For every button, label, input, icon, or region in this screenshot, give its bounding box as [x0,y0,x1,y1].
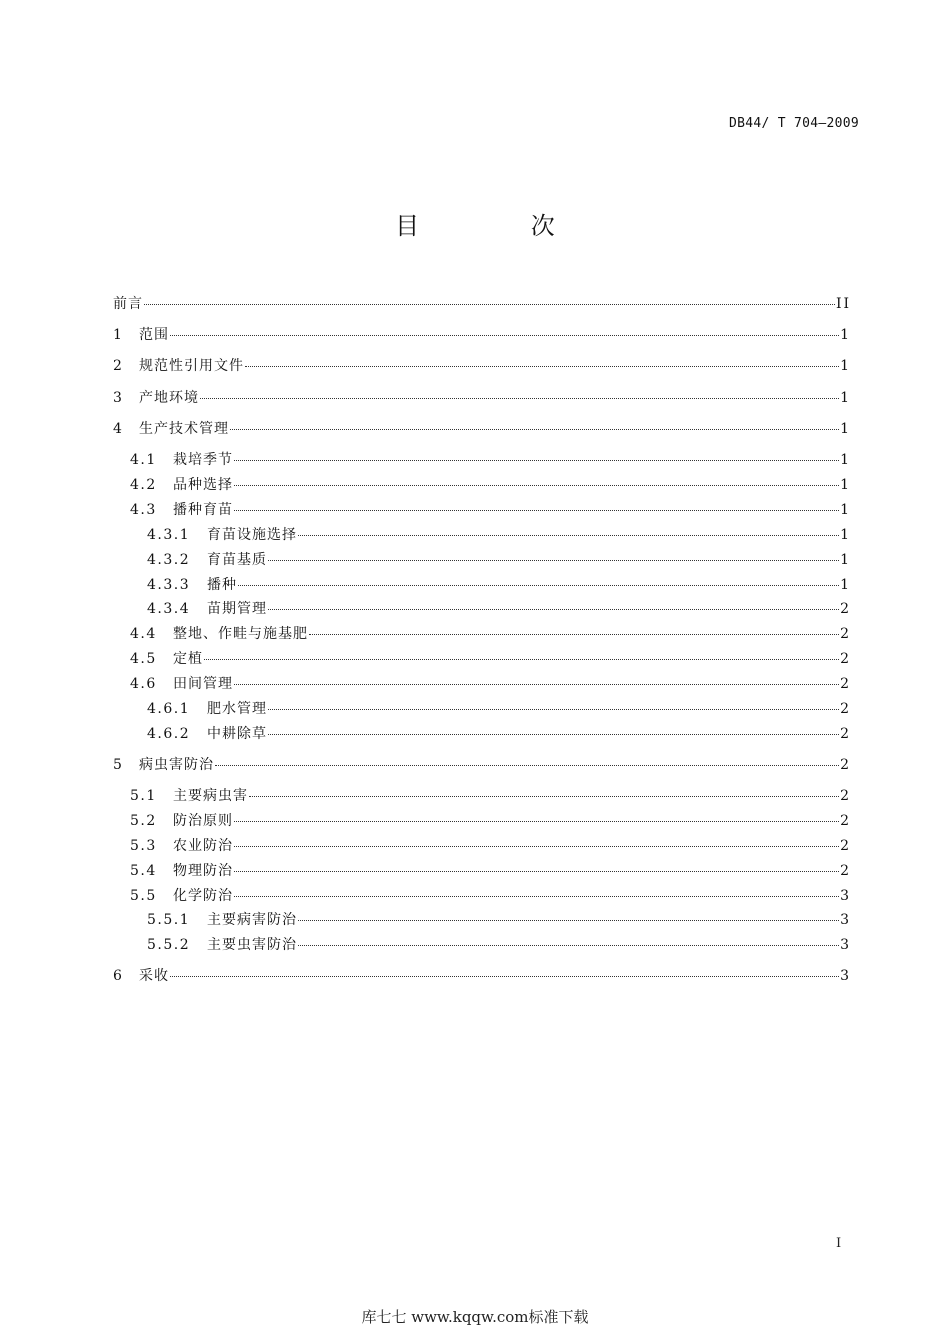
toc-entry-title: 定植 [173,651,203,667]
toc-entry-title: 育苗设施选择 [207,527,297,543]
toc-entry-title: 整地、作畦与施基肥 [173,626,308,642]
toc-entry-page: 2 [840,788,851,804]
toc-entry-title: 播种 [207,577,237,593]
toc-dot-leader [298,519,839,539]
watermark-text: 库七七 www.kqqw.com标准下载 [361,1308,589,1326]
toc-entry-title: 肥水管理 [207,701,267,717]
toc-entry-page: 3 [840,968,851,984]
toc-dot-leader [204,643,839,663]
toc-entry-number: 5 [113,757,124,773]
toc-entry-page: 2 [840,626,851,642]
toc-entry-page: 1 [840,390,851,406]
toc-entry[interactable] [0,929,950,953]
toc-entry-page: 3 [840,888,851,904]
toc-entry-number: 4.6 [130,676,157,692]
toc-entry[interactable] [0,693,950,717]
toc-dot-leader [268,544,839,564]
toc-entry-number: 4.5 [130,651,157,667]
toc-dot-leader [234,469,839,489]
toc-dot-leader [298,929,839,949]
toc-dot-leader [234,805,839,825]
toc-entry-title: 产地环境 [139,390,199,406]
page-title: 目 次 [395,212,607,240]
toc-entry-number: 4.3 [130,502,157,518]
toc-entry-page: 1 [840,452,851,468]
toc-entry-number: 5.5 [130,888,157,904]
toc-entry-number: 4.6.2 [147,726,191,742]
toc-entry-number: 4.3.3 [147,577,191,593]
toc-entry-title: 农业防治 [173,838,233,854]
toc-entry[interactable] [0,668,950,692]
toc-entry-number: 6 [113,968,124,984]
toc-entry[interactable] [0,444,950,468]
toc-entry-number: 4 [113,421,124,437]
toc-entry-number: 5.5.2 [147,937,191,953]
toc-dot-leader [249,780,839,800]
standard-code: DB44/ T 704—2009 [728,116,859,131]
toc-entry-page: 2 [840,651,851,667]
toc-entry-number: 4.1 [130,452,157,468]
toc-entry-number: 5.1 [130,788,157,804]
toc-entry-number: 2 [113,358,124,374]
toc-entry-page: 2 [840,701,851,717]
toc-entry-page: 2 [840,757,851,773]
toc-entry-title: 主要虫害防治 [207,937,297,953]
toc-entry-page: 2 [840,863,851,879]
toc-entry-number: 4.2 [130,477,157,493]
toc-entry-title: 规范性引用文件 [139,358,244,374]
toc-entry-page: 1 [840,358,851,374]
toc-entry[interactable] [0,880,950,904]
toc-dot-leader [234,494,839,514]
toc-entry-title: 主要病虫害 [173,788,248,804]
toc-entry-title: 田间管理 [173,676,233,692]
toc-entry[interactable] [0,805,950,829]
toc-entry[interactable] [0,469,950,493]
toc-entry-title: 苗期管理 [207,601,267,617]
toc-entry[interactable] [0,643,950,667]
toc-entry-number: 5.4 [130,863,157,879]
toc-dot-leader [234,880,839,900]
toc-entry-page: 2 [840,813,851,829]
toc-entry[interactable] [0,494,950,518]
toc-entry[interactable] [0,544,950,568]
toc-entry-page: 2 [840,726,851,742]
toc-entry-title: 中耕除草 [207,726,267,742]
toc-entry[interactable] [0,780,950,804]
toc-entry-page: II [835,296,851,312]
toc-entry-page: 1 [840,421,851,437]
toc-dot-leader [234,668,839,688]
toc-entry[interactable] [0,413,950,437]
toc-entry-page: 1 [840,477,851,493]
toc-dot-leader [215,749,839,769]
toc-dot-leader [170,319,839,339]
toc-entry-title: 化学防治 [173,888,233,904]
toc-entry-page: 1 [840,327,851,343]
toc-dot-leader [268,718,839,738]
toc-entry[interactable] [0,855,950,879]
toc-entry[interactable] [0,618,950,642]
toc-entry-page: 2 [840,601,851,617]
toc-entry-title: 品种选择 [173,477,233,493]
toc-entry-number: 5.2 [130,813,157,829]
toc-dot-leader [200,382,839,402]
toc-entry-title: 防治原则 [173,813,233,829]
toc-entry-page: 3 [840,912,851,928]
toc-entry-number: 4.3.4 [147,601,191,617]
toc-dot-leader [298,904,839,924]
toc-entry-page: 2 [840,676,851,692]
toc-entry-number: 3 [113,390,124,406]
toc-entry-number: 4.4 [130,626,157,642]
toc-entry[interactable] [0,319,950,343]
toc-dot-leader [268,693,839,713]
toc-entry-number: 5.3 [130,838,157,854]
toc-dot-leader [234,830,839,850]
toc-entry-number: 4.3.1 [147,527,191,543]
toc-entry[interactable] [0,960,950,984]
toc-entry[interactable] [0,519,950,543]
toc-dot-leader [170,960,839,980]
toc-entry[interactable] [0,830,950,854]
toc-entry-title: 主要病害防治 [207,912,297,928]
toc-entry[interactable] [0,382,950,406]
toc-entry-page: 1 [840,577,851,593]
toc-entry-title: 范围 [139,327,169,343]
toc-entry-title: 病虫害防治 [139,757,214,773]
toc-entry-page: 3 [840,937,851,953]
toc-entry[interactable] [0,718,950,742]
toc-dot-leader [230,413,839,433]
toc-dot-leader [234,444,839,464]
toc-entry-title: 物理防治 [173,863,233,879]
toc-entry-page: 1 [840,502,851,518]
toc-entry-page: 1 [840,527,851,543]
toc-dot-leader [268,593,839,613]
toc-entry[interactable] [0,288,950,312]
toc-dot-leader [238,569,839,589]
toc-entry[interactable] [0,350,950,374]
toc-entry-number: 4.6.1 [147,701,191,717]
toc-entry-title: 采收 [139,968,169,984]
toc-entry-title: 育苗基质 [207,552,267,568]
toc-entry-number: 5.5.1 [147,912,191,928]
page-number: I [836,1236,842,1251]
toc-entry-title: 栽培季节 [173,452,233,468]
toc-dot-leader [245,350,839,370]
toc-dot-leader [144,288,835,308]
toc-entry-title: 生产技术管理 [139,421,229,437]
toc-entry-page: 1 [840,552,851,568]
toc-entry[interactable] [0,569,950,593]
toc-dot-leader [309,618,839,638]
toc-entry-number: 1 [113,327,124,343]
toc-entry-title: 播种育苗 [173,502,233,518]
toc-entry-page: 2 [840,838,851,854]
toc-entry-number: 4.3.2 [147,552,191,568]
toc-entry[interactable] [0,593,950,617]
toc-dot-leader [234,855,839,875]
toc-entry-title: 前言 [113,296,143,312]
toc-entry[interactable] [0,904,950,928]
toc-entry[interactable] [0,749,950,773]
